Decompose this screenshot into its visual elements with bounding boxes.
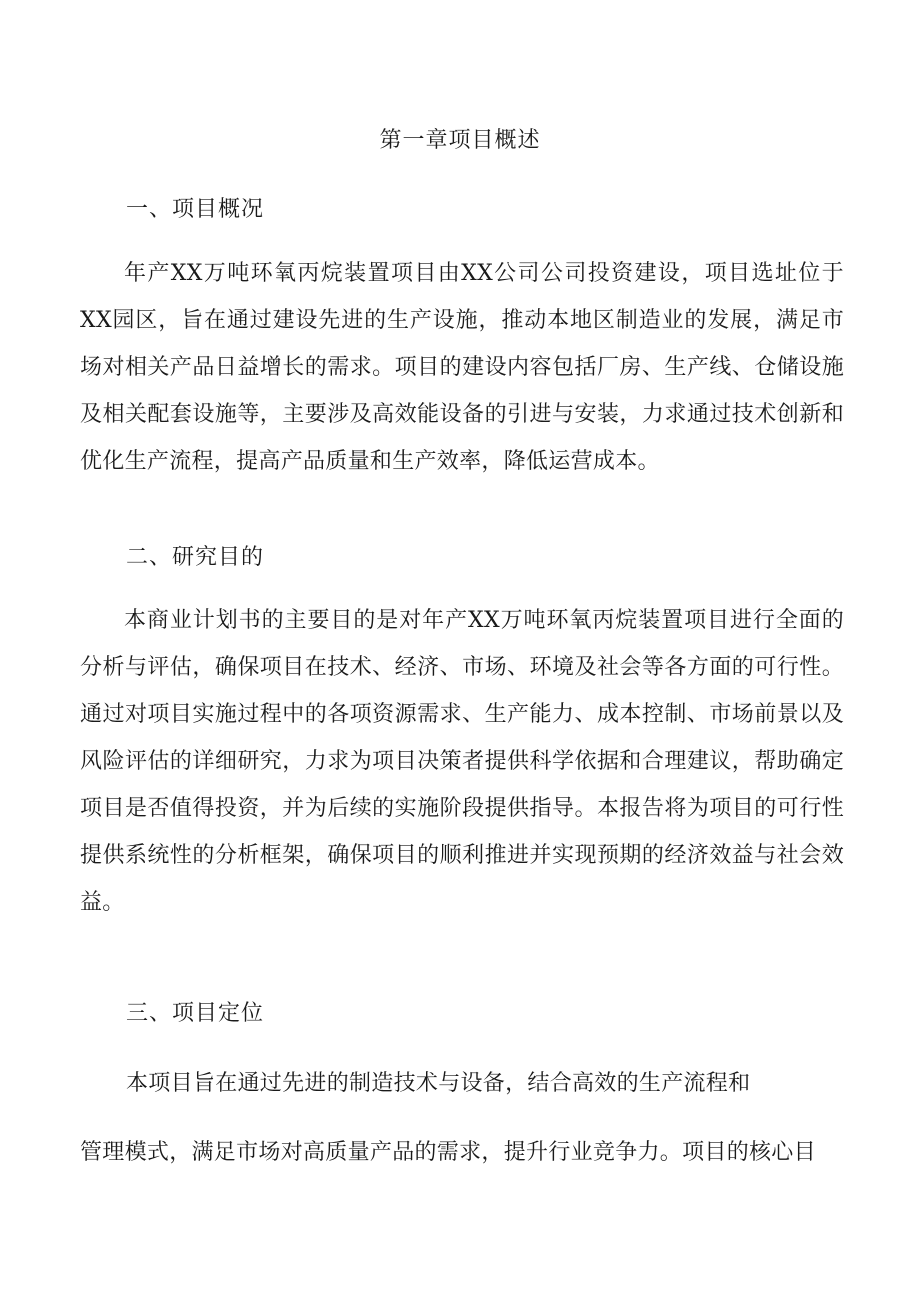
chapter-title: 第一章项目概述 <box>379 128 541 153</box>
section-heading-purpose: 二、研究目的 <box>126 545 265 570</box>
section-heading-positioning: 三、项目定位 <box>126 1001 265 1026</box>
paragraph-positioning-line-2: 管理模式，满足市场对高质量产品的需求，提升行业竞争力。项目的核心目 <box>80 1140 816 1165</box>
paragraph-positioning-line-1: 本项目旨在通过先进的制造技术与设备，结合高效的生产流程和 <box>126 1071 751 1096</box>
paragraph-purpose: 本商业计划书的主要目的是对年产XX万吨环氧丙烷装置项目进行全面的分析与评估，确保项目在技术、经济、市场、环境及社会等各方面的可行性。通过对项目实施过程中的各项资源需求、生产能力、成本控制、市场前景以及风险评估的详细研究，力求为项目决策者提供科学依据和合理建议，帮助确定项目是否值得投资，并为后续的实施阶段提供指导。本报告将为项目的可行性提供系统性的分析框架，确保项目的顺利推进并实现预期的经济效益与社会效益。 <box>80 608 844 915</box>
section-heading-overview: 一、项目概况 <box>126 197 265 222</box>
paragraph-overview: 年产XX万吨环氧丙烷装置项目由XX公司公司投资建设，项目选址位于XX园区，旨在通过建设先进的生产设施，推动本地区制造业的发展，满足市场对相关产品日益增长的需求。项目的建设内容包括厂房、生产线、仓储设施及相关配套设施等，主要涉及高效能设备的引进与安装，力求通过技术创新和优化生产流程，提高产品质量和生产效率，降低运营成本。 <box>80 261 844 474</box>
